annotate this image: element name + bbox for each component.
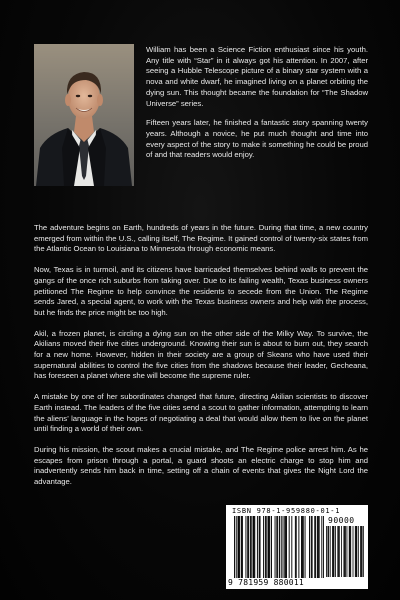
barcode-bar	[239, 516, 240, 578]
barcode-bar	[334, 526, 335, 577]
barcode-bar	[271, 516, 272, 578]
barcode-bar	[286, 516, 287, 578]
barcode-bar	[275, 516, 276, 578]
barcode-bar	[302, 516, 303, 578]
barcode-bar	[254, 516, 255, 578]
barcode-bar	[291, 516, 292, 578]
barcode-bar	[323, 516, 324, 578]
barcode-bar	[281, 516, 282, 578]
barcode-bar	[276, 516, 277, 578]
barcode-bar	[360, 526, 361, 577]
barcode-bar	[234, 516, 235, 578]
barcode-bar	[289, 516, 290, 578]
synopsis-paragraph: The adventure begins on Earth, hundreds of years in the future. During that time, a new country emerged from within the U.S., calling itself, The Regime. It gained control of twenty-six states from the Atlantic Ocean to Louisiana to Minnesota through economic means.	[34, 223, 368, 254]
barcode-bar	[326, 526, 327, 577]
author-portrait-image	[34, 44, 134, 186]
barcode-bar	[353, 526, 354, 577]
isbn-label: ISBN 978-1-959880-01-1	[232, 507, 341, 515]
barcode-bar	[260, 516, 261, 578]
barcode-bar	[238, 516, 239, 578]
barcode-bar	[298, 516, 299, 578]
barcode-bar	[361, 526, 362, 577]
barcode-bar	[312, 516, 313, 578]
barcode-bar	[349, 526, 350, 577]
barcode-bar	[303, 516, 304, 578]
author-bio-paragraph: William has been a Science Fiction enthusiast since his youth. Any title with “Star” in it always got his attention. In 2007, after seeing a Hubble Telescope picture of a binary star system with a nova and white dwarf, he imagined living on a planet orbiting the dying sun. This thought became the foundation for “The Shadow Universe” series.	[146, 45, 368, 108]
barcode-bar	[356, 526, 357, 577]
barcode-bar	[266, 516, 267, 578]
barcode-bar	[257, 516, 258, 578]
barcode-bar	[259, 516, 260, 578]
barcode-bar	[305, 516, 306, 578]
barcode-bar	[363, 526, 364, 577]
barcode-bar	[333, 526, 334, 577]
barcode-bar	[318, 516, 319, 578]
barcode-bar	[268, 516, 269, 578]
barcode-bar	[309, 516, 310, 578]
barcode-bar	[315, 516, 316, 578]
barcode-bar	[250, 516, 251, 578]
barcode-bar	[295, 516, 296, 578]
isbn-barcode	[226, 505, 368, 589]
barcode-bar	[332, 526, 333, 577]
barcode-bar	[358, 526, 359, 577]
barcode-bar	[301, 516, 302, 578]
barcode-bar	[328, 526, 329, 577]
barcode-bar	[253, 516, 254, 578]
barcode-bar	[279, 516, 280, 578]
barcode-bar	[343, 526, 344, 577]
author-photo	[34, 44, 134, 186]
barcode-bar	[263, 516, 264, 578]
barcode-bar	[296, 516, 297, 578]
barcode-bar	[242, 516, 243, 578]
barcode-bar	[283, 516, 284, 578]
barcode-bar	[341, 526, 342, 577]
barcode-bar	[241, 516, 242, 578]
barcode-bar	[245, 516, 246, 578]
author-bio	[146, 45, 368, 170]
addon-barcode-bars	[326, 526, 364, 577]
barcode-bar	[328, 526, 329, 577]
barcode-bar	[247, 516, 248, 578]
barcode-bar	[362, 526, 363, 577]
barcode-bar	[347, 526, 348, 577]
barcode-bar	[330, 526, 331, 577]
synopsis-paragraph: Now, Texas is in turmoil, and its citizens have barricaded themselves behind walls to prevent the gangs of the once rich suburbs from taking over. Due to its failing wealth, Texas business owners petitioned The Regime to help convince the residents to secede from the Union. The Regime sends Jared, a special agent, to work with the Texas business owners and help with the process, but he finds the price might be too high.	[34, 265, 368, 317]
ean-barcode-bars	[234, 516, 324, 578]
synopsis-paragraph: During his mission, the scout makes a crucial mistake, and The Regime police arrest him. As he escapes from prison through a portal, a guard shoots an electric charge to stop him and inadvertently sends him back in time, setting off a chain of events that gives the Night Lord the advantage.	[34, 444, 368, 487]
author-bio-paragraph: Fifteen years later, he finished a fantastic story spanning twenty years. Although a novice, he put much thought and time into every aspect of the story to make it something he could be proud of and that readers would enjoy.	[146, 118, 368, 160]
barcode-bar	[251, 516, 252, 578]
barcode-bar	[337, 526, 338, 577]
synopsis-paragraph: Akil, a frozen planet, is circling a dying sun on the other side of the Milky Way. To survive, the Akilians moved their five cities underground. Knowing their sun is about to burn out, they search for a new home. However, hidden in their society are a group of Skeans who have used their supernatural abilities to control the five cities from the shadows because their leader, Gecheana, has foreseen a planet where she will become the supreme ruler.	[34, 328, 368, 381]
barcode-bar	[335, 526, 336, 577]
barcode-bar	[248, 516, 249, 578]
barcode-bar	[339, 526, 340, 577]
barcode-bar	[238, 516, 239, 578]
barcode-bar	[350, 526, 351, 577]
barcode-bar	[314, 516, 315, 578]
price-code: 90000	[328, 516, 355, 525]
barcode-bar	[265, 516, 266, 578]
book-synopsis	[34, 223, 368, 498]
barcode-bar	[269, 516, 270, 578]
barcode-bar	[319, 516, 320, 578]
barcode-bar	[356, 526, 357, 577]
ean-digits: 9 781959 880011	[228, 578, 304, 587]
barcode-bar	[284, 516, 285, 578]
barcode-bar	[338, 526, 339, 577]
barcode-bar	[345, 526, 346, 577]
barcode-bar	[236, 516, 237, 578]
barcode-bar	[253, 516, 254, 578]
synopsis-paragraph: A mistake by one of her subordinates changed that future, directing Akilian scientists to discover Earth instead. The leaders of the five cities send a scout to gather information, attempting to learn the aliens’ language in the hopes of negotiating a deal that would allow them to live on the planet until finding a world of their own.	[34, 392, 368, 434]
barcode-bar	[311, 516, 312, 578]
barcode-bar	[321, 516, 322, 578]
barcode-bar	[285, 516, 286, 578]
barcode-bar	[268, 516, 269, 578]
barcode-bar	[344, 526, 345, 577]
barcode-bar	[317, 516, 318, 578]
barcode-bar	[355, 526, 356, 577]
barcode-bar	[350, 526, 351, 577]
barcode-bar	[277, 516, 278, 578]
